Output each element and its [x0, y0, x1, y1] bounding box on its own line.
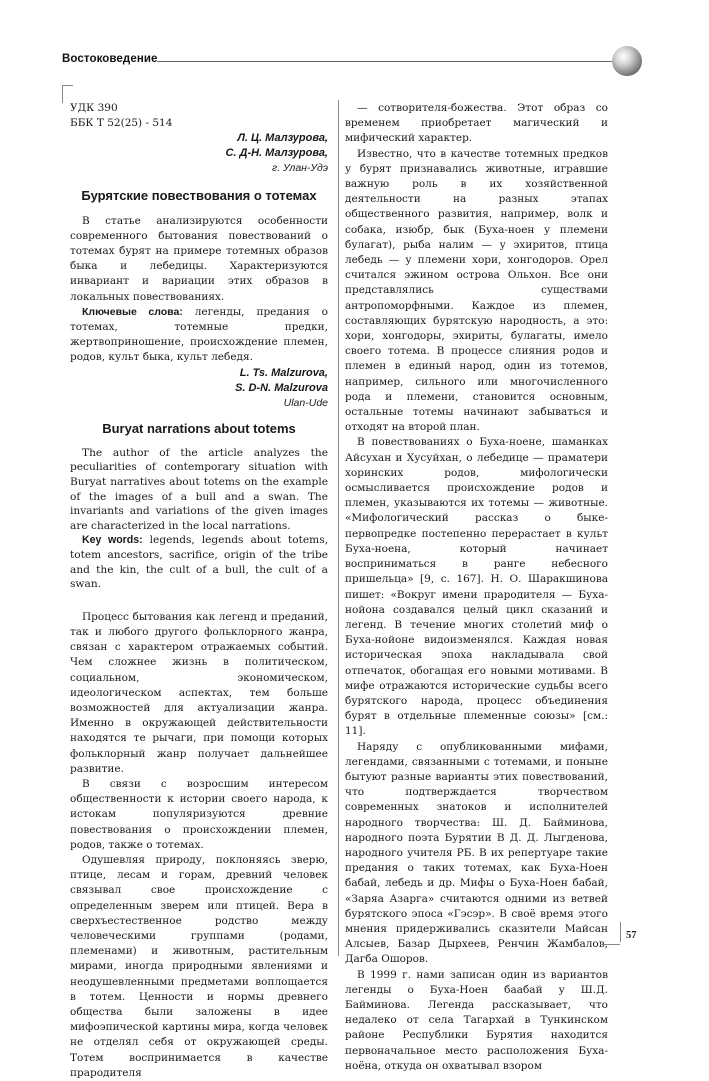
- section-title: Востоковедение: [62, 53, 158, 65]
- left-column: [70, 101, 328, 1081]
- article-title-en: Buryat narrations about totems: [102, 420, 296, 436]
- abstract-ru: В статье анализируются особенности современного бытования повествований о тотемах бурят на примере тотемных образов быка и лебедицы. Характеризуются инвариант и вариации этих образов в локальных повествованиях.: [70, 214, 328, 303]
- article-title-ru: Бурятские повествования о тотемах: [81, 188, 317, 204]
- body-paragraph: Известно, что в качестве тотемных предков у бурят признавались животные, игравшие важную роль в их хозяйственной деятельности на разных этапах общественного развития, например, волк и собака, изюбр, бык (Буха-ноен у племени булагат), рыба налим — у эхиритов, птица лебедь — у племени хори, хонгодоров. Орел считался эжином острова Ольхон. Все они представлялись существами антропоморфными. Каждое из племен, составляющих бурятскую народность, а это: хори, хонгодоры, эхириты, булагаты, имело своего тотема. В процессе слияния родов и племен в единый народ, один из тотемов, например, сильного или многочисленного рода и племени, становится основным, остальные тотемы начинают забываться и отходят на второй план.: [345, 147, 608, 434]
- keywords-en: [70, 533, 328, 591]
- udk-code: УДК 390: [70, 102, 118, 114]
- bbk-code: ББК Т 52(25) - 514: [70, 117, 173, 130]
- body-paragraph: Одушевляя природу, поклоняясь зверю, птице, лесам и горам, древний человек связывал свое происхождение с определенным зверем или птицей. Вера в сверхъестественное родство между человеческими группами (родами, племенами) и животным, растительным мирами, иногда природными явлениями и неодушевленными предметами воплощается в тотем. Ценности и нормы древнего общества были заложены в идее мифоэпической картины мира, когда человек не отделял себя от окружающей среды. Тотем воспринимается в качестве прародителя: [70, 854, 328, 1079]
- corner-rule-left: [62, 85, 63, 103]
- page-number-rule-horizontal: [600, 944, 620, 945]
- body-paragraph: В повествованиях о Буха-ноене, шаманках Айсухан и Хусуйхан, о лебедице — праматери хоринских родов, мифологически осмысливается происхождение родов и племен, указываются их тотемы — животные. «Мифологический рассказ о быке-первопредке постепенно перерастает в культ Буха-ноена, который начинает восприниматься в ранге небесного пришельца» [9, с. 167]. Н. О. Шаракшинова пишет: «Вокруг имени прародителя — Буха-нойона создавался целый цикл сказаний и легенд. В течение многих столетий миф о Буха-нойоне видоизменялся. Каждая новая историческая эпоха накладывала свой отпечаток, обогащая его новыми мотивами. В мифе отражаются исторические судьбы всего бурятского народа, процесс объединения бурят в отдельные племенные союзы» [см.: 11].: [345, 436, 608, 738]
- keywords-ru-label: Ключевые слова:: [82, 305, 183, 318]
- page-number-rule-vertical: [620, 922, 621, 942]
- keywords-en-label: Key words:: [82, 534, 143, 547]
- right-column: [345, 101, 608, 1074]
- abstract-en: The author of the article analyzes the peculiarities of contemporary situation with Buryat narratives about totems on the example of the images of a bull and a swan. The invariants and variations of the given images are characterized in the local narrations.: [70, 446, 328, 532]
- city-ru: г. Улан-Удэ: [272, 162, 328, 175]
- page-number: 57: [626, 930, 637, 941]
- corner-rule-top: [62, 85, 73, 86]
- body-paragraph: Процесс бытования как легенд и преданий, так и любого другого фольклорного жанра, связан с характером отражаемых событий. Чем сложнее жизнь в политическом, социальном, экономическом, идеологическом аспектах, тем больше возможностей для актуализации жанра. Именно в окружающей действительности находятся те рычаги, при помощи которых фольклорный жанр получает дальнейшее развитие.: [70, 610, 328, 775]
- city-en: Ulan-Ude: [283, 396, 328, 409]
- body-paragraph: В связи с возросшим интересом общественности к истории своего народа, к истокам популяризуются древние повествования о происхождении племен, родов, также о тотемах.: [70, 778, 328, 851]
- column-divider: [338, 100, 339, 956]
- author-en-1: L. Ts. Malzurova,: [239, 366, 328, 379]
- author-ru-2: С. Д-Н. Малзурова,: [225, 147, 328, 160]
- keywords-ru: [70, 305, 328, 366]
- sphere-icon: [612, 46, 642, 76]
- body-paragraph: Наряду с опубликованными мифами, легендами, связанными с тотемами, и поныне бытуют разные варианты этих повествований, что подтверждается творчеством современных знатоков и исполнителей народного творчества: Ш. Д. Байминова, народного поэта Бурятии В Д. Д. Лыгденова, народного учителя РБ. В их репертуаре такие предания о таких тотемах, как Буха-Ноен бабай, лебедь и др. Мифы о Буха-Ноен бабай, «Заряа Азарга» считаются одними из ветвей бурятского эпоса «Гэсэр». В своё время этого мнения придерживались сказители Майсан Алсыев, Базар Дырхеев, Ренчин Жамбалов, Дагба Ошоров.: [345, 740, 608, 966]
- keywords-en-text: legends, legends about totems, totem ancestors, sacrifice, origin of the tribe and the kin, the cult of a bull, the cult of a swan.: [70, 534, 328, 591]
- author-ru-1: Л. Ц. Малзурова,: [237, 132, 328, 145]
- author-en-2: S. D-N. Malzurova: [235, 381, 328, 394]
- keywords-ru-text: легенды, предания о тотемах, тотемные предки, жертвоприношение, происхождение племен, родов, культ быка, культ лебедя.: [70, 305, 328, 364]
- body-paragraph: В 1999 г. нами записан один из вариантов легенды о Буха-Ноен баабай у Ш.Д. Байминова. Легенда рассказывает, что недалеко от села Тагархай в Тункинском районе Республики Бурятия находится первоначальное место расположения Буха-ноёна, откуда он охватывал взором: [345, 968, 608, 1072]
- body-paragraph: — сотворителя-божества. Этот образ со временем приобретает магический и мифический характер.: [345, 102, 608, 145]
- header-rule: [157, 61, 620, 62]
- running-header: [62, 50, 642, 72]
